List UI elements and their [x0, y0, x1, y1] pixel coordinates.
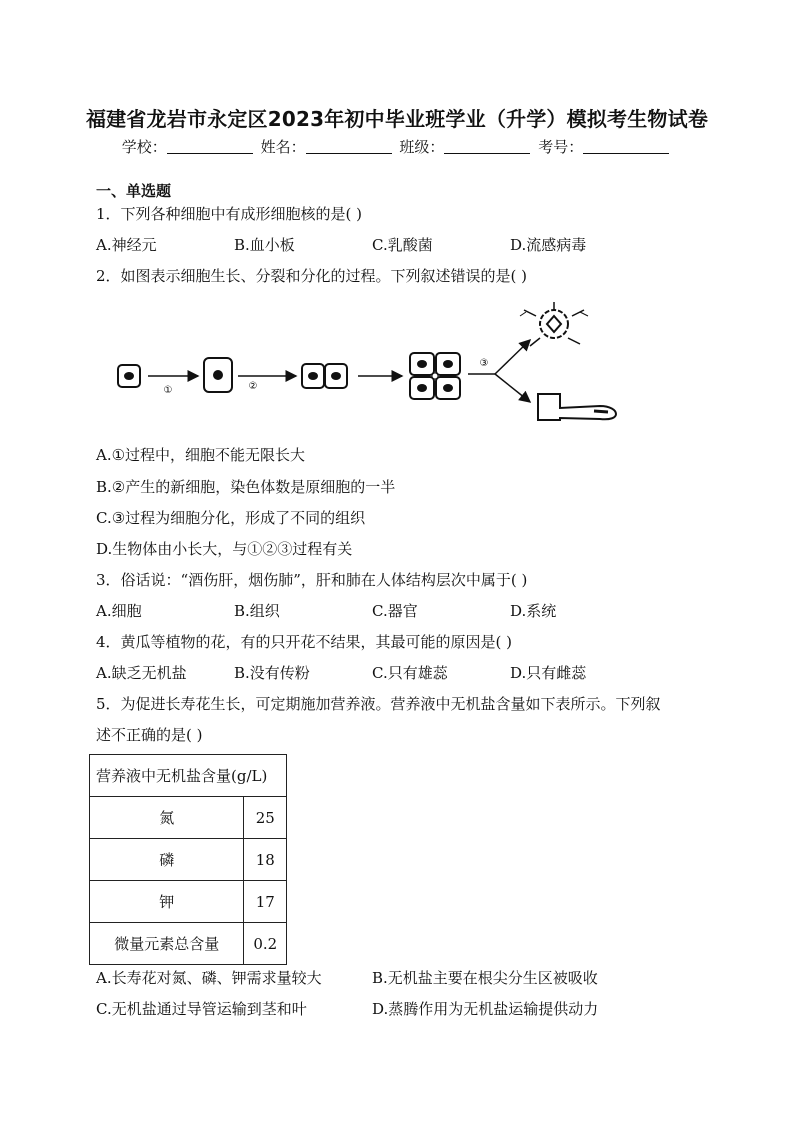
- q4-option-a[interactable]: A.缺乏无机盐: [96, 664, 187, 682]
- table-row: [90, 797, 287, 839]
- q3-option-c[interactable]: C.器官: [372, 602, 418, 620]
- label-3: ③: [479, 358, 489, 369]
- section-heading: 一、单选题: [96, 182, 172, 200]
- differentiated-cell-star: [520, 302, 588, 346]
- q5-stem-line1: 5．为促进长寿花生长，可定期施加营养液。营养液中无机盐含量如下表所示。下列叙: [96, 695, 661, 713]
- table-row: [90, 923, 287, 965]
- arrow-down: [495, 374, 530, 402]
- student-info-row: [0, 136, 794, 157]
- row-value: 0.2: [244, 923, 287, 965]
- q2-option-c[interactable]: C.③过程为细胞分化，形成了不同的组织: [96, 509, 366, 527]
- arrow-up: [495, 340, 530, 374]
- q1-option-d[interactable]: D.流感病毒: [510, 236, 587, 254]
- differentiated-cell-elongated: [538, 394, 616, 420]
- q1-option-b[interactable]: B.血小板: [234, 236, 295, 254]
- row-value: 17: [244, 881, 287, 923]
- q3-option-a[interactable]: A.细胞: [96, 602, 142, 620]
- label-2: ②: [248, 381, 258, 392]
- exam-number-blank[interactable]: [583, 139, 669, 154]
- grown-cell: [204, 358, 232, 392]
- q4-option-d[interactable]: D.只有雌蕊: [510, 664, 587, 682]
- class-label: 班级：: [399, 138, 445, 156]
- table-row: [90, 881, 287, 923]
- q5-option-b[interactable]: B.无机盐主要在根尖分生区被吸收: [372, 969, 598, 987]
- row-name: 微量元素总含量: [90, 923, 244, 965]
- q2-option-d[interactable]: D.生物体由小长大，与①②③过程有关: [96, 540, 353, 558]
- q5-stem-line2: 述不正确的是( ): [96, 726, 203, 744]
- school-label: 学校：: [121, 138, 167, 156]
- row-name: 钾: [90, 881, 244, 923]
- q4-option-c[interactable]: C.只有雄蕊: [372, 664, 448, 682]
- q4-stem: 4．黄瓜等植物的花，有的只开花不结果，其最可能的原因是( ): [96, 633, 513, 651]
- name-blank[interactable]: [306, 139, 392, 154]
- exam-title: 福建省龙岩市永定区2023年初中毕业班学业（升学）模拟考生物试卷: [85, 107, 709, 131]
- q1-option-c[interactable]: C.乳酸菌: [372, 236, 433, 254]
- q5-option-c[interactable]: C.无机盐通过导管运输到茎和叶: [96, 1000, 307, 1018]
- row-value: 25: [244, 797, 287, 839]
- row-value: 18: [244, 839, 287, 881]
- cell-process-diagram: [110, 298, 630, 438]
- q1-option-a[interactable]: A.神经元: [96, 236, 157, 254]
- q3-stem: 3．俗话说：“酒伤肝，烟伤肺”，肝和肺在人体结构层次中属于( ): [96, 571, 528, 589]
- four-cells: [410, 353, 460, 399]
- q3-option-b[interactable]: B.组织: [234, 602, 280, 620]
- class-blank[interactable]: [444, 139, 530, 154]
- table-row: [90, 839, 287, 881]
- table-header: 营养液中无机盐含量(g/L): [90, 755, 287, 797]
- q2-option-a[interactable]: A.①过程中，细胞不能无限长大: [96, 446, 306, 464]
- label-1: ①: [163, 385, 173, 396]
- name-label: 姓名：: [260, 138, 306, 156]
- q5-option-d[interactable]: D.蒸腾作用为无机盐运输提供动力: [372, 1000, 599, 1018]
- exam-number-label: 考号：: [538, 138, 584, 156]
- row-name: 磷: [90, 839, 244, 881]
- q3-option-d[interactable]: D.系统: [510, 602, 557, 620]
- q1-stem: 1．下列各种细胞中有成形细胞核的是( ): [96, 205, 363, 223]
- small-cell: [118, 365, 140, 387]
- q4-option-b[interactable]: B.没有传粉: [234, 664, 310, 682]
- two-cells: [302, 364, 347, 388]
- q5-option-a[interactable]: A.长寿花对氮、磷、钾需求量较大: [96, 969, 322, 987]
- nutrient-table: [89, 754, 287, 965]
- q2-stem: 2．如图表示细胞生长、分裂和分化的过程。下列叙述错误的是( ): [96, 267, 528, 285]
- row-name: 氮: [90, 797, 244, 839]
- school-blank[interactable]: [167, 139, 253, 154]
- q2-option-b[interactable]: B.②产生的新细胞，染色体数是原细胞的一半: [96, 478, 396, 496]
